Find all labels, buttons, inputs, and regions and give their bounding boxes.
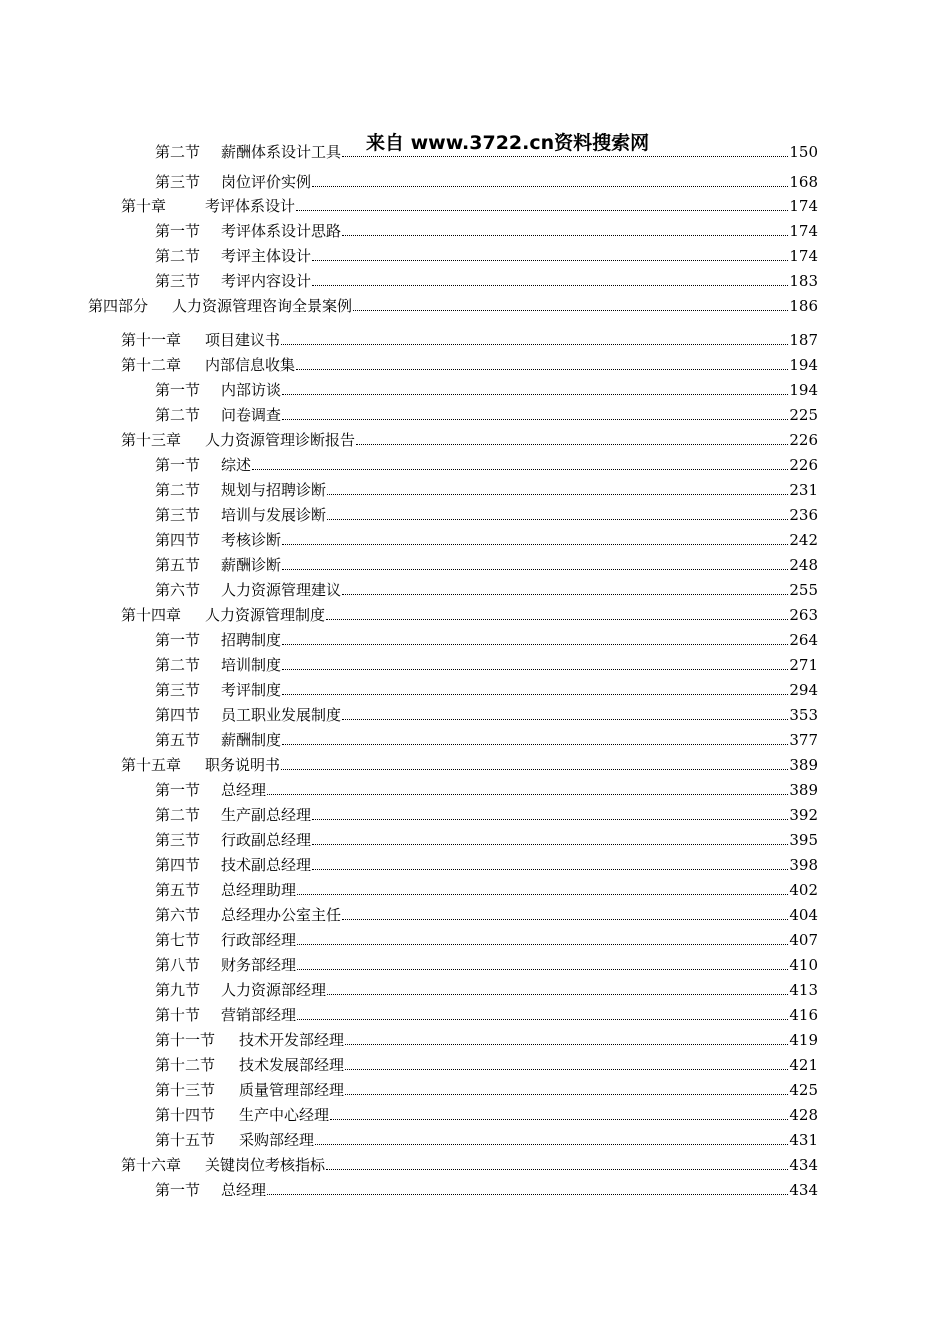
toc-entry-section[interactable]: [155, 375, 818, 399]
toc-entry-section[interactable]: [155, 475, 818, 499]
toc-entry-title: 营销部经理: [221, 1006, 297, 1024]
toc-entry-number: 第三节: [155, 681, 201, 699]
toc-entry-page-number: 226: [789, 456, 818, 474]
dot-leader: [330, 1118, 788, 1120]
toc-entry-page-number: 174: [789, 197, 818, 215]
toc-entry-number: 第二节: [155, 247, 201, 265]
toc-entry-section[interactable]: [155, 1025, 818, 1049]
toc-entry-title: 人力资源管理诊断报告: [205, 431, 356, 449]
toc-entry-page-number: 389: [789, 781, 818, 799]
toc-entry-page-number: 168: [789, 173, 818, 191]
toc-entry-number: 第一节: [155, 456, 201, 474]
toc-entry-page-number: 425: [789, 1081, 818, 1099]
toc-entry-section[interactable]: [155, 700, 818, 724]
toc-entry-number: 第五节: [155, 556, 201, 574]
dot-leader: [282, 743, 788, 745]
dot-leader: [297, 968, 788, 970]
toc-entry-page-number: 416: [789, 1006, 818, 1024]
dot-leader: [312, 818, 788, 820]
toc-entry-title: 关键岗位考核指标: [205, 1156, 326, 1174]
toc-entry-number: 第六节: [155, 906, 201, 924]
toc-entry-number: 第四节: [155, 531, 201, 549]
toc-entry-number: 第十四章: [121, 606, 182, 624]
toc-entry-title: 考评制度: [221, 681, 282, 699]
dot-leader: [327, 493, 788, 495]
toc-entry-section[interactable]: [155, 1075, 818, 1099]
toc-entry-title: 质量管理部经理: [239, 1081, 345, 1099]
toc-entry-number: 第十一节: [155, 1031, 216, 1049]
toc-entry-number: 第七节: [155, 931, 201, 949]
toc-entry-page-number: 248: [789, 556, 818, 574]
toc-entry-page-number: 174: [789, 222, 818, 240]
toc-entry-section[interactable]: [155, 500, 818, 524]
toc-entry-section[interactable]: [155, 266, 818, 290]
toc-entry-section[interactable]: [155, 241, 818, 265]
toc-entry-number: 第十二章: [121, 356, 182, 374]
toc-entry-title: 采购部经理: [239, 1131, 315, 1149]
dot-leader: [327, 518, 788, 520]
toc-entry-number: 第一节: [155, 631, 201, 649]
toc-entry-section[interactable]: [155, 625, 818, 649]
toc-entry-title: 生产副总经理: [221, 806, 312, 824]
dot-leader: [281, 343, 788, 345]
toc-entry-title: 人力资源管理建议: [221, 581, 342, 599]
toc-entry-title: 总经理助理: [221, 881, 297, 899]
dot-leader: [267, 793, 788, 795]
dot-leader: [315, 1143, 788, 1145]
toc-entry-page-number: 395: [789, 831, 818, 849]
toc-entry-number: 第十五节: [155, 1131, 216, 1149]
toc-entry-title: 行政部经理: [221, 931, 297, 949]
toc-entry-chapter[interactable]: [121, 750, 818, 774]
toc-entry-title: 薪酬体系设计工具: [221, 143, 342, 161]
dot-leader: [342, 593, 788, 595]
dot-leader: [326, 1168, 788, 1170]
toc-entry-page-number: 264: [789, 631, 818, 649]
toc-entry-page-number: 183: [789, 272, 818, 290]
toc-entry-page-number: 263: [789, 606, 818, 624]
toc-entry-title: 考评体系设计: [205, 197, 296, 215]
toc-entry-title: 行政副总经理: [221, 831, 312, 849]
toc-entry-title: 技术发展部经理: [239, 1056, 345, 1074]
toc-entry-number: 第五节: [155, 731, 201, 749]
toc-entry-page-number: 174: [789, 247, 818, 265]
toc-entry-number: 第三节: [155, 173, 201, 191]
toc-entry-title: 培训制度: [221, 656, 282, 674]
toc-entry-page-number: 187: [789, 331, 818, 349]
toc-entry-number: 第十五章: [121, 756, 182, 774]
toc-entry-number: 第一节: [155, 1181, 201, 1199]
dot-leader: [327, 993, 788, 995]
toc-entry-number: 第四部分: [88, 297, 149, 315]
toc-entry-title: 岗位评价实例: [221, 173, 312, 191]
toc-entry-title: 考评主体设计: [221, 247, 312, 265]
toc-entry-page-number: 150: [789, 143, 818, 161]
toc-entry-title: 员工职业发展制度: [221, 706, 342, 724]
toc-entry-section[interactable]: [155, 650, 818, 674]
toc-entry-section[interactable]: [155, 1000, 818, 1024]
toc-entry-page-number: 226: [789, 431, 818, 449]
toc-entry-number: 第十四节: [155, 1106, 216, 1124]
toc-entry-page-number: 431: [789, 1131, 818, 1149]
dot-leader: [312, 284, 788, 286]
toc-entry-chapter[interactable]: [121, 350, 818, 374]
toc-entry-number: 第十节: [155, 1006, 201, 1024]
dot-leader: [297, 943, 788, 945]
dot-leader: [312, 843, 788, 845]
toc-entry-title: 内部访谈: [221, 381, 282, 399]
toc-entry-number: 第三节: [155, 272, 201, 290]
dot-leader: [296, 368, 788, 370]
toc-entry-number: 第一节: [155, 381, 201, 399]
toc-entry-section[interactable]: [155, 675, 818, 699]
toc-entry-page-number: 194: [789, 381, 818, 399]
dot-leader: [297, 893, 788, 895]
toc-entry-page-number: 404: [789, 906, 818, 924]
dot-leader: [312, 868, 788, 870]
dot-leader: [345, 1043, 788, 1045]
toc-entry-number: 第四节: [155, 706, 201, 724]
toc-entry-page-number: 231: [789, 481, 818, 499]
dot-leader: [267, 1193, 788, 1195]
toc-entry-section[interactable]: [155, 167, 818, 191]
toc-entry-number: 第一节: [155, 222, 201, 240]
toc-entry-page-number: 398: [789, 856, 818, 874]
toc-entry-section[interactable]: [155, 875, 818, 899]
toc-entry-number: 第九节: [155, 981, 201, 999]
toc-entry-section[interactable]: [155, 850, 818, 874]
toc-entry-number: 第二节: [155, 481, 201, 499]
toc-entry-section[interactable]: [155, 550, 818, 574]
toc-entry-title: 技术开发部经理: [239, 1031, 345, 1049]
dot-leader: [353, 309, 788, 311]
dot-leader: [342, 155, 788, 157]
dot-leader: [356, 443, 788, 445]
toc-entry-part[interactable]: [88, 291, 818, 315]
toc-entry-page-number: 413: [789, 981, 818, 999]
toc-entry-page-number: 271: [789, 656, 818, 674]
toc-entry-page-number: 392: [789, 806, 818, 824]
toc-entry-title: 总经理: [221, 1181, 267, 1199]
toc-entry-number: 第二节: [155, 656, 201, 674]
toc-entry-section[interactable]: [155, 825, 818, 849]
toc-entry-number: 第六节: [155, 581, 201, 599]
dot-leader: [282, 418, 788, 420]
toc-entry-number: 第十三节: [155, 1081, 216, 1099]
watermark-banner: 来自 www.3722.cn资料搜索网: [362, 128, 653, 155]
toc-entry-title: 总经理办公室主任: [221, 906, 342, 924]
dot-leader: [297, 1018, 788, 1020]
toc-entry-title: 项目建议书: [205, 331, 281, 349]
toc-entry-number: 第十三章: [121, 431, 182, 449]
toc-entry-page-number: 421: [789, 1056, 818, 1074]
toc-entry-title: 综述: [221, 456, 252, 474]
dot-leader: [281, 768, 788, 770]
toc-entry-number: 第五节: [155, 881, 201, 899]
toc-entry-title: 薪酬诊断: [221, 556, 282, 574]
dot-leader: [342, 234, 788, 236]
toc-entry-number: 第三节: [155, 831, 201, 849]
toc-entry-title: 问卷调查: [221, 406, 282, 424]
toc-entry-page-number: 419: [789, 1031, 818, 1049]
toc-entry-page-number: 236: [789, 506, 818, 524]
dot-leader: [282, 393, 788, 395]
toc-entry-section[interactable]: [155, 800, 818, 824]
toc-entry-page-number: 353: [789, 706, 818, 724]
dot-leader: [345, 1093, 788, 1095]
toc-entry-chapter[interactable]: [121, 325, 818, 349]
dot-leader: [342, 918, 788, 920]
toc-entry-title: 培训与发展诊断: [221, 506, 327, 524]
dot-leader: [345, 1068, 788, 1070]
toc-entry-section[interactable]: [155, 725, 818, 749]
toc-entry-chapter[interactable]: [121, 1150, 818, 1174]
toc-entry-number: 第十一章: [121, 331, 182, 349]
toc-entry-title: 财务部经理: [221, 956, 297, 974]
toc-entry-title: 考核诊断: [221, 531, 282, 549]
toc-entry-section[interactable]: [155, 575, 818, 599]
toc-entry-title: 薪酬制度: [221, 731, 282, 749]
toc-entry-page-number: 377: [789, 731, 818, 749]
dot-leader: [282, 668, 788, 670]
toc-entry-title: 规划与招聘诊断: [221, 481, 327, 499]
dot-leader: [312, 259, 788, 261]
toc-entry-number: 第十章: [121, 197, 167, 215]
dot-leader: [312, 185, 788, 187]
dot-leader: [342, 718, 788, 720]
toc-entry-section[interactable]: [155, 400, 818, 424]
toc-entry-section[interactable]: [155, 775, 818, 799]
toc-entry-number: 第一节: [155, 781, 201, 799]
toc-entry-section[interactable]: [155, 525, 818, 549]
toc-entry-page-number: 402: [789, 881, 818, 899]
toc-entry-title: 内部信息收集: [205, 356, 296, 374]
toc-entry-title: 人力资源部经理: [221, 981, 327, 999]
toc-entry-number: 第二节: [155, 143, 201, 161]
toc-entry-number: 第二节: [155, 806, 201, 824]
dot-leader: [282, 568, 788, 570]
toc-entry-number: 第二节: [155, 406, 201, 424]
toc-entry-number: 第四节: [155, 856, 201, 874]
toc-entry-page-number: 410: [789, 956, 818, 974]
toc-entry-section[interactable]: [155, 1100, 818, 1124]
toc-entry-page-number: 389: [789, 756, 818, 774]
toc-entry-title: 生产中心经理: [239, 1106, 330, 1124]
dot-leader: [326, 618, 788, 620]
toc-entry-title: 人力资源管理制度: [205, 606, 326, 624]
toc-entry-title: 招聘制度: [221, 631, 282, 649]
toc-entry-section[interactable]: [155, 1125, 818, 1149]
toc-entry-chapter[interactable]: [121, 425, 818, 449]
toc-entry-page-number: 186: [789, 297, 818, 315]
toc-entry-title: 考评体系设计思路: [221, 222, 342, 240]
toc-entry-section[interactable]: [155, 975, 818, 999]
toc-entry-section[interactable]: [155, 216, 818, 240]
toc-entry-title: 考评内容设计: [221, 272, 312, 290]
toc-entry-section[interactable]: [155, 1050, 818, 1074]
toc-entry-number: 第十六章: [121, 1156, 182, 1174]
dot-leader: [282, 693, 788, 695]
toc-entry-number: 第三节: [155, 506, 201, 524]
toc-entry-title: 总经理: [221, 781, 267, 799]
toc-entry-chapter[interactable]: [121, 191, 818, 215]
toc-entry-number: 第八节: [155, 956, 201, 974]
dot-leader: [252, 468, 788, 470]
toc-entry-page-number: 407: [789, 931, 818, 949]
dot-leader: [296, 209, 788, 211]
toc-entry-page-number: 434: [789, 1156, 818, 1174]
toc-entry-page-number: 255: [789, 581, 818, 599]
toc-entry-title: 人力资源管理咨询全景案例: [172, 297, 353, 315]
toc-entry-section[interactable]: [155, 1175, 818, 1199]
toc-entry-page-number: 194: [789, 356, 818, 374]
toc-entry-page-number: 434: [789, 1181, 818, 1199]
toc-entry-chapter[interactable]: [121, 600, 818, 624]
toc-entry-title: 技术副总经理: [221, 856, 312, 874]
toc-entry-number: 第十二节: [155, 1056, 216, 1074]
toc-entry-page-number: 242: [789, 531, 818, 549]
toc-entry-title: 职务说明书: [205, 756, 281, 774]
toc-entry-section[interactable]: [155, 925, 818, 949]
dot-leader: [282, 543, 788, 545]
dot-leader: [282, 643, 788, 645]
toc-entry-page-number: 225: [789, 406, 818, 424]
toc-entry-section[interactable]: [155, 950, 818, 974]
toc-entry-page-number: 294: [789, 681, 818, 699]
toc-entry-section[interactable]: [155, 450, 818, 474]
toc-entry-section[interactable]: [155, 900, 818, 924]
toc-entry-page-number: 428: [789, 1106, 818, 1124]
